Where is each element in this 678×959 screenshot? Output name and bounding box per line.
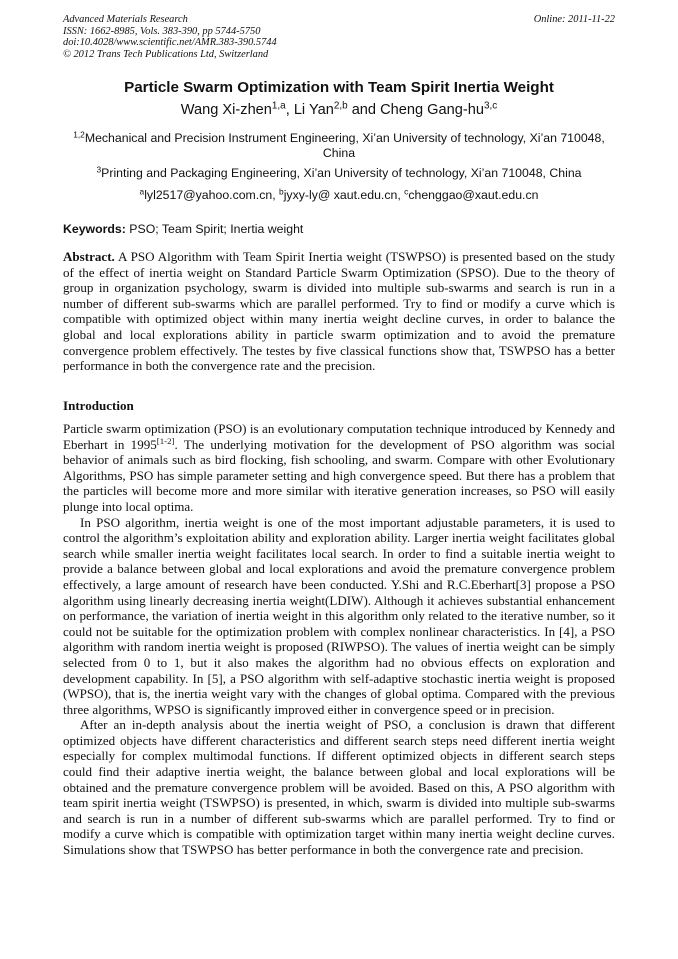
intro-paragraph-1	[63, 421, 615, 515]
affiliation-2	[62, 166, 616, 181]
email-mark: c	[404, 186, 409, 197]
journal-name: Advanced Materials Research	[63, 14, 188, 25]
author-name: Li Yan	[293, 102, 334, 118]
email-address: chenggao@xaut.edu.cn	[408, 188, 539, 202]
affiliation-mark: 1,2	[73, 129, 85, 140]
abstract	[63, 249, 615, 374]
issn-line: ISSN: 1662-8985, Vols. 383-390, pp 5744-5750	[63, 25, 261, 37]
author-separator: and	[347, 102, 381, 118]
author-separator: ,	[285, 102, 294, 118]
author-affiliation-mark: 2,b	[333, 100, 348, 112]
author-affiliation-mark: 3,c	[483, 100, 498, 112]
author-name: Cheng Gang-hu	[380, 102, 484, 118]
keywords-text: PSO; Team Spirit; Inertia weight	[125, 222, 304, 236]
intro-text: . The underlying motivation for the development of PSO algorithm was social behavior of animals such as bird flocking, fish schooling, and swarm. Compare with other Evolutionary Algorithms, PSO has simple parameter setting and high convergence speed. But there has a problem that the particles will become more and more similar with iterative generation increases, so PSO will easily plunge into local optima.	[63, 436, 615, 514]
intro-text: Particle swarm optimization (PSO) is an evolutionary computation technique introduced by Kennedy and Eberhart in 1995	[63, 421, 615, 452]
citation-mark: [1-2]	[156, 435, 175, 446]
email-address: jyxy-ly@ xaut.edu.cn,	[283, 188, 405, 202]
intro-paragraph-2: In PSO algorithm, inertia weight is one of the most important adjustable parameters, it is used to control the algorithm’s exploitation ability and exploration ability. Larger inertia weight facilitates global search while smaller inertia weight facilitates local search. In order to find a suitable inertia weight to provide a balance between global and local explorations and avoid the premature convergence problem effectively, a large amount of research have been conducted. Y.Shi and R.C.Eberhart[3] propose a PSO algorithm using linearly decreasing inertia weight(LDIW). Although it achieves substantial enhancement on performance, the variation of inertia weight in this algorithm only related to the iterative number, so it could not be suitable for the optimization problem with complex nonlinear characteristics. In [4], a PSO algorithm with random inertia weight is proposed (RIWPSO). The values of inertia weight can be simply selected from 0 to 1, but it also makes the algorithm had no obvious effects on exploration and development capability. In [5], a PSO algorithm with self-adaptive stochastic inertia weight is proposed (WPSO), that is, the inertia weight vary with the changes of global optima. Compared with the previous three algorithms, WPSO is significantly improved either in convergence speed or in precision.	[63, 514, 615, 717]
copyright-line: © 2012 Trans Tech Publications Ltd, Switzerland	[63, 48, 269, 60]
abstract-text: A PSO Algorithm with Team Spirit Inertia weight (TSWPSO) is presented based on the study of the effect of inertia weight on Standard Particle Swarm Optimization (SPSO). Due to the theory of group in organization psychology, swarm is divided into multiple sub-swarms and search is run in a number of different sub-swarms which are parallel performed. Try to find or modify a curve which is compatible with optimized object within many inertia weight decline curves, in order to balance the global and local explorations ability in particle swarm optimization and to avoid the premature convergence problem effectively. The testes by five classical functions show that, TSWPSO has a better performance in both the convergence rate and the precision.	[63, 249, 615, 374]
author-name: Wang Xi-zhen	[180, 102, 272, 118]
abstract-label: Abstract.	[63, 249, 115, 264]
email-address: lyl2517@yahoo.com.cn,	[144, 188, 280, 202]
intro-paragraph-3: After an in-depth analysis about the inertia weight of PSO, a conclusion is drawn that different optimized objects have different characteristics and different search steps need different inertia weight especially for complex multimodal functions. If different optimized objects in different search steps could find their adaptive inertia weight, the balance between global and local explorations will be obtained and the premature convergence problem will be avoided. Based on this, A PSO algorithm with team spirit inertia weight (TSWPSO) is presented, in which, swarm is divided into multiple sub-swarms and search is run in a number of different sub-swarms which are parallel performed. Try to find or modify a curve which is compatible with optimization target within many inertia weight decline curves. Simulations show that TSWPSO has better performance in both the convergence rate and precision.	[63, 717, 615, 858]
abstract-paragraph	[63, 249, 615, 374]
section-heading-introduction: Introduction	[63, 398, 134, 413]
affiliation-1	[62, 131, 616, 161]
email-mark: a	[139, 186, 145, 197]
paper-title: Particle Swarm Optimization with Team Spirit Inertia Weight	[124, 79, 554, 96]
affiliation-mark: 3	[96, 164, 102, 175]
keywords	[63, 222, 615, 236]
keywords-label: Keywords:	[63, 222, 126, 236]
author-list	[40, 102, 638, 118]
journal-header	[63, 14, 615, 60]
online-date: Online: 2011-11-22	[533, 14, 615, 25]
email-mark: b	[279, 186, 284, 197]
affiliation-text: Mechanical and Precision Instrument Engineering, Xi’an University of technology, Xi’an 710048, China	[84, 131, 605, 160]
introduction-body	[63, 421, 615, 858]
affiliation-text: Printing and Packaging Engineering, Xi’an University of technology, Xi’an 710048, China	[101, 166, 582, 180]
email-list	[62, 188, 616, 203]
author-affiliation-mark: 1,a	[271, 100, 286, 112]
doi-line: doi:10.4028/www.scientific.net/AMR.383-390.5744	[63, 37, 277, 49]
